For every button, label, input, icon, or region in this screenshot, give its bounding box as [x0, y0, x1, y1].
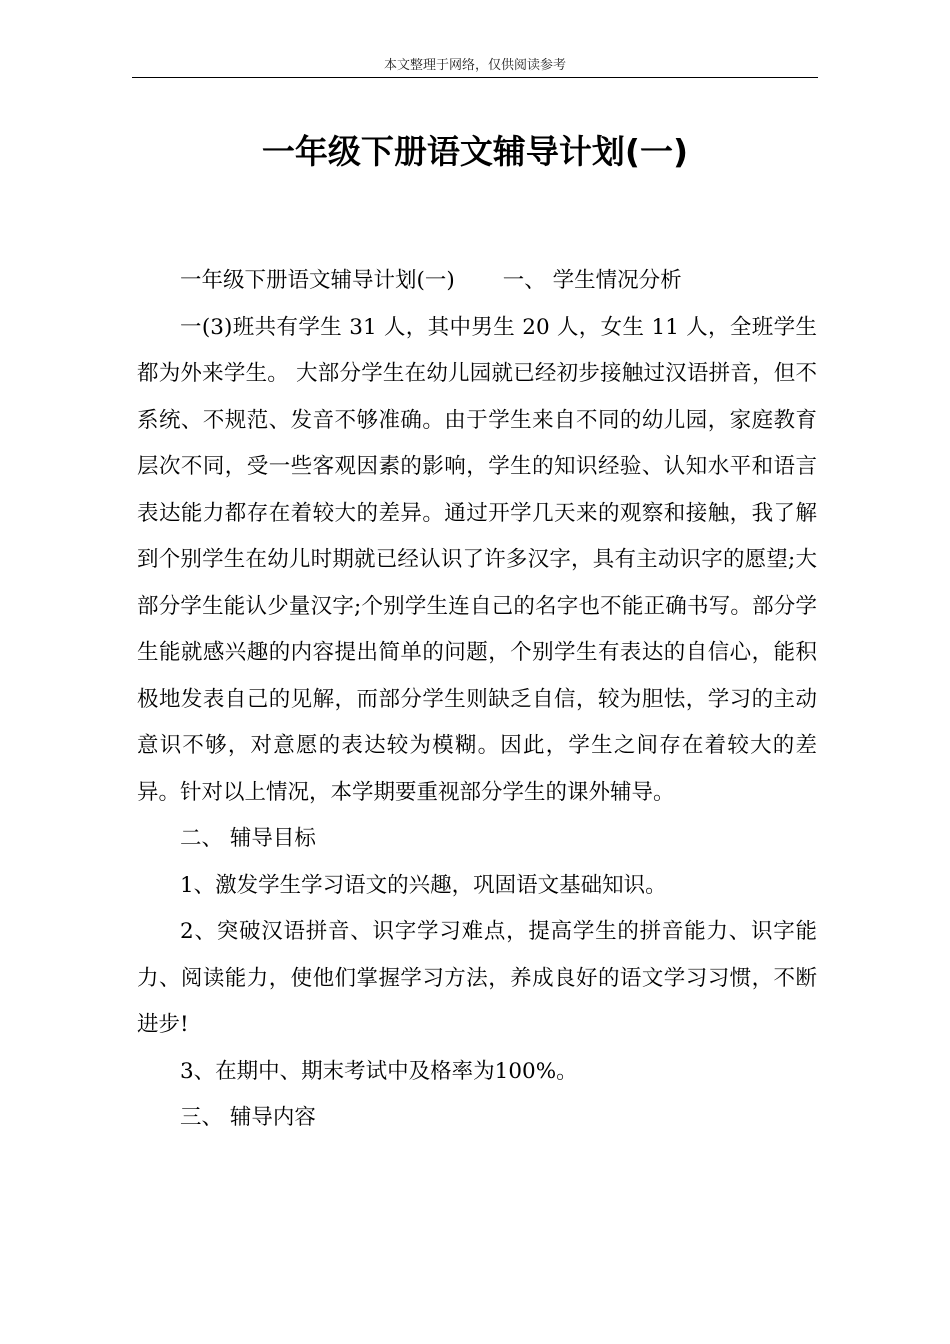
- section-2-heading: 二、 辅导目标: [180, 826, 316, 851]
- document-body: [137, 258, 817, 1142]
- goal-item-1: 1、激发学生学习语文的兴趣，巩固语文基础知识。: [180, 872, 667, 898]
- header-divider: [132, 77, 818, 78]
- section-1-heading: 一、 学生情况分析: [502, 268, 682, 293]
- goal-item-2: 2、突破汉语拼音、识字学习难点，提高学生的拼音能力、识字能力、阅读能力，使他们掌握学习方法，养成良好的语文学习习惯，不断进步!: [137, 919, 817, 1037]
- running-header: 本文整理于网络，仅供阅读参考: [383, 58, 566, 73]
- intro-title: 一年级下册语文辅导计划(一): [180, 268, 455, 293]
- section-3-heading: 三、 辅导内容: [180, 1105, 316, 1130]
- document-title: 一年级下册语文辅导计划(一): [261, 132, 689, 171]
- paragraph-student-analysis: 一(3)班共有学生 31 人，其中男生 20 人，女生 11 人，全班学生都为外来学生。 大部分学生在幼儿园就已经初步接触过汉语拼音，但不系统、不规范、发音不够准确。由于学生来自不同的幼儿园，家庭教育层次不同，受一些客观因素的影响，学生的知识经验、认知水平和语言表达能力都存在着较大的差异。通过开学几天来的观察和接触，我了解到个别学生在幼儿时期就已经认识了许多汉字，具有主动识字的愿望;大部分学生能认少量汉字;个别学生连自己的名字也不能正确书写。部分学生能就感兴趣的内容提出简单的问题，个别学生有表达的自信心，能积极地发表自己的见解，而部分学生则缺乏自信，较为胆怯，学习的主动意识不够，对意愿的表达较为模糊。因此，学生之间存在着较大的差异。针对以上情况，本学期要重视部分学生的课外辅导。: [137, 314, 817, 805]
- intro-line: [137, 258, 817, 305]
- goal-item-3: 3、在期中、期末考试中及格率为100%。: [180, 1058, 578, 1084]
